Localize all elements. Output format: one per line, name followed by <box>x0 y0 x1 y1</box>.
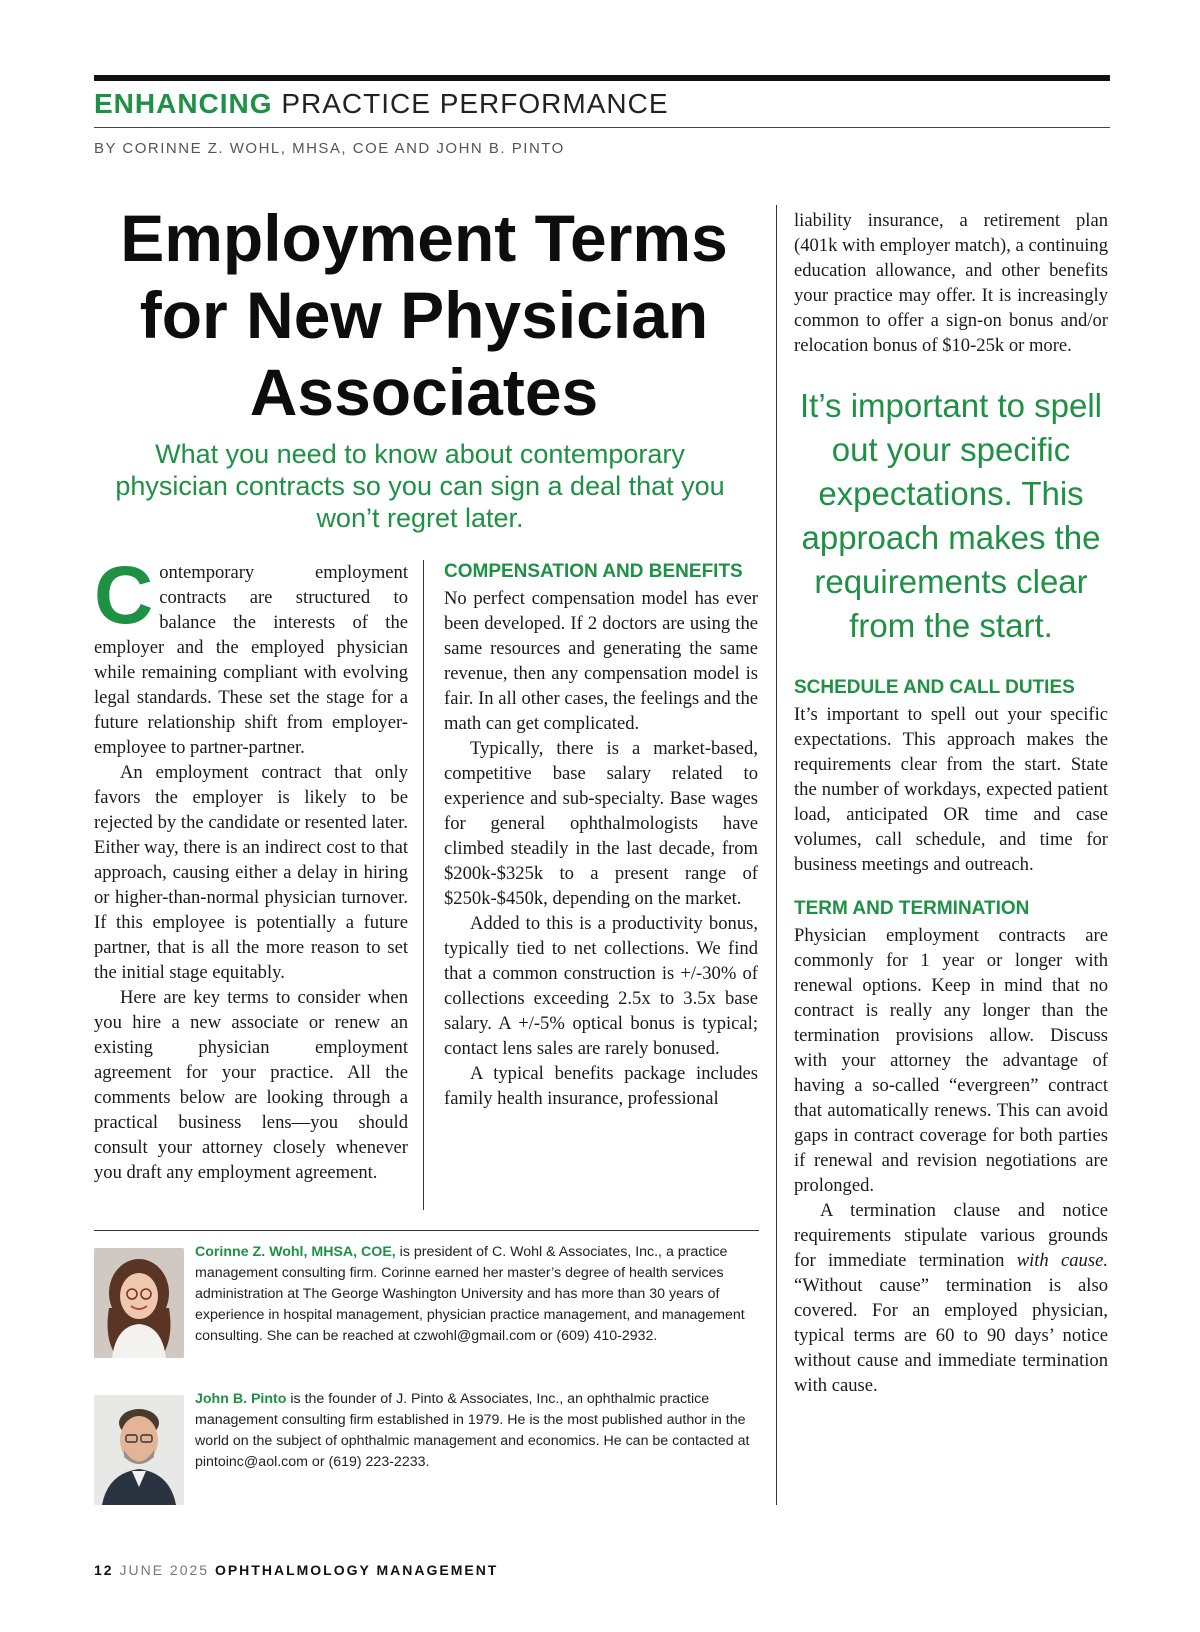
col3-p4-start: A termination clause and notice requirements stipulate various grounds for immediate termination <box>794 1200 1108 1271</box>
article-subtitle: What you need to know about contemporary physician contracts so you can sign a deal that you won’t regret later. <box>115 439 725 533</box>
author-photo <box>94 1395 184 1505</box>
department-keyword: ENHANCING <box>94 88 273 119</box>
page-footer <box>94 1562 498 1578</box>
bio-divider <box>94 1230 759 1231</box>
issue-date: JUNE 2025 <box>119 1562 210 1578</box>
col1-paragraph-3: Here are key terms to consider when you hire a new associate or renew an existing physician employment agreement for your practice. All the comments below are looking through a practical business lens—you should consult your attorney closely whenever you draft any employment agreement. <box>94 987 408 1183</box>
col3-p4-end: “Without cause” termination is also covered. For an employed physician, typical terms are 60 to 90 days’ notice without cause and immediate termination with cause. <box>794 1275 1108 1396</box>
author-name: Corinne Z. Wohl, MHSA, COE, <box>195 1244 396 1260</box>
col3-paragraph-2: It’s important to spell out your specific expectations. This approach makes the requirements clear from the start. State the number of workdays, expected patient load, anticipated OR time and case volumes, call schedule, and time for business meetings and outreach. <box>794 704 1108 875</box>
top-rule <box>94 75 1110 81</box>
portrait-image <box>94 1395 184 1505</box>
portrait-image <box>94 1248 184 1358</box>
compensation-heading: COMPENSATION AND BENEFITS <box>444 561 743 582</box>
col2-paragraph-1: No perfect compensation model has ever been developed. If 2 doctors are using the same resources and generating the same revenue, then any compensation model is fair. In all other cases, the feelings and the math can get complicated. <box>444 588 758 734</box>
drop-cap: C <box>94 560 154 641</box>
col3-paragraph-1: liability insurance, a retirement plan (401k with employer match), a continuing education allowance, and other benefits your practice may offer. It is increasingly common to offer a sign-on bonus and/or relocation bonus of $10-25k or more. <box>794 210 1108 356</box>
department-rest: PRACTICE PERFORMANCE <box>281 88 669 119</box>
title-line-2: for New Physician <box>139 278 709 352</box>
author-bio <box>195 1242 760 1347</box>
column-2 <box>444 560 758 1210</box>
term-heading: TERM AND TERMINATION <box>794 898 1030 919</box>
col1-paragraph-2: An employment contract that only favors the employer is likely to be rejected by the candidate or resented later. Either way, there is an indirect cost to that approach, causing either a delay in hiring or higher-than-normal physician turnover. If this employee is potentially a future partner, that is all the more reason to set the initial stage equitably. <box>94 762 408 983</box>
title-line-3: Associates <box>249 355 599 429</box>
column-3 <box>794 208 1108 1558</box>
col3-paragraph-3: Physician employment contracts are commonly for 1 year or longer with renewal options. Keep in mind that no contract is really any longer than the termination provisions allow. Discuss with your attorney the advantage of having a so-called “evergreen” contract that automatically renews. This can avoid gaps in contract coverage for both parties if renewal and revision negotiations are prolonged. <box>794 925 1108 1196</box>
col3-paragraph-4 <box>794 1198 1108 1398</box>
article-title <box>94 200 754 431</box>
author-name: John B. Pinto <box>195 1391 287 1407</box>
department-header <box>94 88 669 120</box>
column-1 <box>94 560 408 1210</box>
page-number: 12 <box>94 1562 114 1578</box>
author-bio-text: is president of C. Wohl & Associates, Inc., a practice management consulting firm. Corinne earned her master’s degree of health services administration at The George Washington University and has more than 30 years of experience in hospital management, physician practice management, and management consulting. She can be reached at czwohl@gmail.com or (609) 410-2932. <box>195 1244 745 1344</box>
author-bio <box>195 1389 760 1473</box>
author-photo <box>94 1248 184 1358</box>
title-line-1: Employment Terms <box>120 201 728 275</box>
col2-paragraph-3: Added to this is a productivity bonus, typically tied to net collections. We find that a common construction is +/-30% of collections exceeding 2.5x to 3.5x base salary. A +/-5% optical bonus is typical; contact lens sales are rarely bonused. <box>444 913 758 1059</box>
byline: BY CORINNE Z. WOHL, MHSA, COE AND JOHN B. PINTO <box>94 140 565 157</box>
schedule-heading: SCHEDULE AND CALL DUTIES <box>794 677 1075 698</box>
magazine-name: OPHTHALMOLOGY MANAGEMENT <box>214 1562 499 1578</box>
col3-p4-italic: with cause. <box>1016 1250 1108 1271</box>
column-divider <box>423 560 424 1210</box>
column-divider <box>776 205 777 1505</box>
col1-paragraph-1: ontemporary employment contracts are structured to balance the interests of the employer and the employed physician while remaining compliant with evolving legal standards. These set the stage for a future relationship shift from employer-employee to partner-partner. <box>94 562 408 758</box>
col2-paragraph-4: A typical benefits package includes family health insurance, professional <box>444 1063 758 1109</box>
pull-quote: It’s important to spell out your specific expectations. This approach makes the requirements clear from the start. <box>799 387 1103 644</box>
author-bio-text: is the founder of J. Pinto & Associates, Inc., an ophthalmic practice management consulting firm established in 1979. He is the most published author in the world on the subject of ophthalmic management and economics. He can be contacted at pintoinc@aol.com or (619) 223-2233. <box>195 1391 750 1470</box>
col2-paragraph-2: Typically, there is a market-based, competitive base salary related to experience and sub-specialty. Base wages for general ophthalmologists have climbed steadily in the last decade, from $200k-$325k to a present range of $250k-$450k, depending on the market. <box>444 738 758 909</box>
header-divider <box>94 127 1110 128</box>
